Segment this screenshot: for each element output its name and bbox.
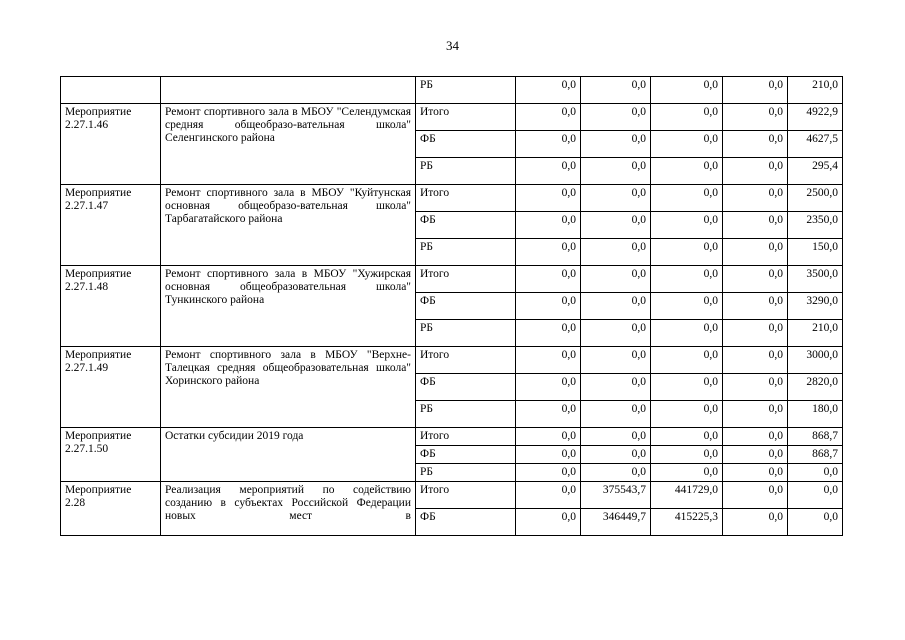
amount-cell: 441729,0 bbox=[651, 482, 723, 509]
amount-cell: 0,0 bbox=[581, 239, 651, 266]
amount-cell: 210,0 bbox=[788, 320, 843, 347]
funding-source: Итого bbox=[416, 347, 516, 374]
funding-source: РБ bbox=[416, 239, 516, 266]
amount-cell: 0,0 bbox=[516, 266, 581, 293]
funding-source: Итого bbox=[416, 185, 516, 212]
funding-source: Итого bbox=[416, 428, 516, 446]
amount-cell: 0,0 bbox=[723, 158, 788, 185]
amount-cell: 0,0 bbox=[651, 266, 723, 293]
amount-cell: 0,0 bbox=[651, 401, 723, 428]
amount-cell: 0,0 bbox=[723, 347, 788, 374]
event-number: Мероприятие 2.27.1.46 bbox=[61, 104, 161, 185]
amount-cell: 2820,0 bbox=[788, 374, 843, 401]
funding-source: РБ bbox=[416, 158, 516, 185]
table-row bbox=[61, 347, 843, 374]
event-description: Реализация мероприятий по содействию созданию в субъектах Российской Федерации новых мест в bbox=[161, 482, 416, 536]
amount-cell: 0,0 bbox=[723, 104, 788, 131]
table-row bbox=[61, 428, 843, 446]
amount-cell: 0,0 bbox=[516, 428, 581, 446]
amount-cell: 0,0 bbox=[581, 464, 651, 482]
event-description: Ремонт спортивного зала в МБОУ "Селендумская средняя общеобразо-вательная школа" Селенгинского района bbox=[161, 104, 416, 185]
amount-cell: 0,0 bbox=[723, 212, 788, 239]
amount-cell: 0,0 bbox=[723, 509, 788, 536]
amount-cell: 0,0 bbox=[516, 509, 581, 536]
funding-source: ФБ bbox=[416, 374, 516, 401]
amount-cell: 0,0 bbox=[651, 212, 723, 239]
amount-cell: 180,0 bbox=[788, 401, 843, 428]
amount-cell: 0,0 bbox=[516, 212, 581, 239]
funding-source: РБ bbox=[416, 464, 516, 482]
table-row bbox=[61, 482, 843, 509]
amount-cell: 0,0 bbox=[723, 239, 788, 266]
event-description: Остатки субсидии 2019 года bbox=[161, 428, 416, 482]
funding-source: РБ bbox=[416, 320, 516, 347]
amount-cell: 0,0 bbox=[651, 104, 723, 131]
amount-cell: 0,0 bbox=[651, 464, 723, 482]
event-number: Мероприятие 2.27.1.50 bbox=[61, 428, 161, 482]
funding-source: ФБ bbox=[416, 293, 516, 320]
amount-cell: 0,0 bbox=[516, 104, 581, 131]
amount-cell: 0,0 bbox=[723, 401, 788, 428]
page-number: 34 bbox=[446, 38, 459, 53]
amount-cell: 0,0 bbox=[581, 428, 651, 446]
funding-source: Итого bbox=[416, 266, 516, 293]
funding-source: Итого bbox=[416, 104, 516, 131]
amount-cell: 0,0 bbox=[581, 320, 651, 347]
amount-cell: 0,0 bbox=[516, 482, 581, 509]
event-description bbox=[161, 77, 416, 104]
amount-cell: 0,0 bbox=[516, 131, 581, 158]
amount-cell: 0,0 bbox=[723, 131, 788, 158]
amount-cell: 4627,5 bbox=[788, 131, 843, 158]
amount-cell: 0,0 bbox=[581, 401, 651, 428]
amount-cell: 0,0 bbox=[723, 446, 788, 464]
amount-cell: 0,0 bbox=[651, 428, 723, 446]
amount-cell: 3500,0 bbox=[788, 266, 843, 293]
amount-cell: 868,7 bbox=[788, 428, 843, 446]
amount-cell: 0,0 bbox=[651, 374, 723, 401]
amount-cell: 0,0 bbox=[723, 320, 788, 347]
amount-cell: 0,0 bbox=[723, 185, 788, 212]
amount-cell: 0,0 bbox=[516, 347, 581, 374]
amount-cell: 0,0 bbox=[581, 446, 651, 464]
amount-cell: 0,0 bbox=[581, 77, 651, 104]
amount-cell: 2350,0 bbox=[788, 212, 843, 239]
amount-cell: 0,0 bbox=[723, 464, 788, 482]
amount-cell: 0,0 bbox=[516, 464, 581, 482]
amount-cell: 0,0 bbox=[516, 239, 581, 266]
amount-cell: 0,0 bbox=[516, 320, 581, 347]
amount-cell: 0,0 bbox=[651, 446, 723, 464]
event-number: Мероприятие 2.27.1.47 bbox=[61, 185, 161, 266]
table-row bbox=[61, 185, 843, 212]
event-description: Ремонт спортивного зала в МБОУ "Верхне-Талецкая средняя общеобразовательная школа" Хоринского района bbox=[161, 347, 416, 428]
amount-cell: 0,0 bbox=[651, 320, 723, 347]
amount-cell: 0,0 bbox=[581, 158, 651, 185]
funding-source: ФБ bbox=[416, 509, 516, 536]
amount-cell: 0,0 bbox=[788, 509, 843, 536]
amount-cell: 375543,7 bbox=[581, 482, 651, 509]
table-row bbox=[61, 104, 843, 131]
table-row bbox=[61, 266, 843, 293]
amount-cell: 0,0 bbox=[516, 401, 581, 428]
funding-source: ФБ bbox=[416, 446, 516, 464]
amount-cell: 0,0 bbox=[651, 77, 723, 104]
amount-cell: 0,0 bbox=[581, 266, 651, 293]
amount-cell: 3000,0 bbox=[788, 347, 843, 374]
amount-cell: 3290,0 bbox=[788, 293, 843, 320]
amount-cell: 0,0 bbox=[723, 266, 788, 293]
amount-cell: 0,0 bbox=[581, 293, 651, 320]
amount-cell: 0,0 bbox=[516, 185, 581, 212]
amount-cell: 0,0 bbox=[581, 131, 651, 158]
amount-cell: 0,0 bbox=[516, 374, 581, 401]
amount-cell: 2500,0 bbox=[788, 185, 843, 212]
amount-cell: 0,0 bbox=[651, 131, 723, 158]
amount-cell: 0,0 bbox=[581, 212, 651, 239]
amount-cell: 0,0 bbox=[723, 482, 788, 509]
amount-cell: 150,0 bbox=[788, 239, 843, 266]
amount-cell: 0,0 bbox=[788, 482, 843, 509]
event-number: Мероприятие 2.27.1.48 bbox=[61, 266, 161, 347]
event-description: Ремонт спортивного зала в МБОУ "Куйтунская основная общеобразо-вательная школа" Тарбагатайского района bbox=[161, 185, 416, 266]
amount-cell: 0,0 bbox=[581, 347, 651, 374]
table-row bbox=[61, 77, 843, 104]
amount-cell: 346449,7 bbox=[581, 509, 651, 536]
amount-cell: 0,0 bbox=[651, 293, 723, 320]
amount-cell: 0,0 bbox=[581, 185, 651, 212]
event-number: Мероприятие 2.27.1.49 bbox=[61, 347, 161, 428]
amount-cell: 0,0 bbox=[581, 104, 651, 131]
amount-cell: 415225,3 bbox=[651, 509, 723, 536]
funding-source: Итого bbox=[416, 482, 516, 509]
amount-cell: 0,0 bbox=[723, 374, 788, 401]
amount-cell: 0,0 bbox=[516, 293, 581, 320]
amount-cell: 0,0 bbox=[788, 464, 843, 482]
funding-source: РБ bbox=[416, 77, 516, 104]
amount-cell: 210,0 bbox=[788, 77, 843, 104]
amount-cell: 0,0 bbox=[723, 428, 788, 446]
amount-cell: 0,0 bbox=[516, 158, 581, 185]
event-description: Ремонт спортивного зала в МБОУ "Хужирская основная общеобразовательная школа" Тункинского района bbox=[161, 266, 416, 347]
amount-cell: 295,4 bbox=[788, 158, 843, 185]
amount-cell: 0,0 bbox=[651, 158, 723, 185]
event-number bbox=[61, 77, 161, 104]
amount-cell: 4922,9 bbox=[788, 104, 843, 131]
amount-cell: 0,0 bbox=[516, 77, 581, 104]
amount-cell: 0,0 bbox=[651, 347, 723, 374]
funding-source: ФБ bbox=[416, 131, 516, 158]
event-number: Мероприятие 2.28 bbox=[61, 482, 161, 536]
budget-table bbox=[60, 76, 843, 536]
funding-source: ФБ bbox=[416, 212, 516, 239]
amount-cell: 0,0 bbox=[516, 446, 581, 464]
amount-cell: 0,0 bbox=[723, 77, 788, 104]
funding-source: РБ bbox=[416, 401, 516, 428]
amount-cell: 868,7 bbox=[788, 446, 843, 464]
amount-cell: 0,0 bbox=[723, 293, 788, 320]
amount-cell: 0,0 bbox=[651, 239, 723, 266]
amount-cell: 0,0 bbox=[651, 185, 723, 212]
amount-cell: 0,0 bbox=[581, 374, 651, 401]
